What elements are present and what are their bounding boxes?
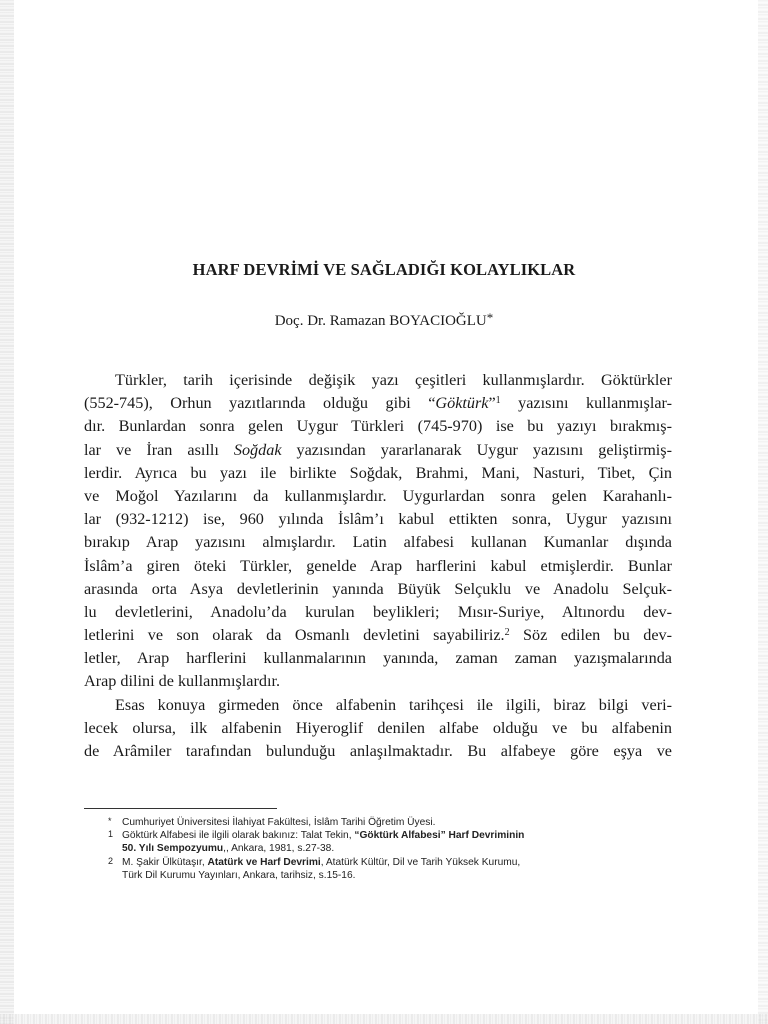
p1-line bbox=[84, 624, 672, 647]
footnote-mark: * bbox=[108, 816, 112, 826]
scan-edge-left bbox=[0, 0, 14, 1024]
p1-line: bırakıp Arap yazısını almışlardır. Latin alfabesi kullanan Kumanlar dışında bbox=[84, 533, 672, 552]
p2-line: lecek olursa, ilk alfabenin Hiyeroglif denilen alfabe olduğu ve bu alfabenin bbox=[84, 718, 672, 737]
p1-line bbox=[84, 439, 672, 462]
footnote-ref: 1 bbox=[495, 395, 501, 407]
p2-line: Esas konuya girmeden önce alfabenin tarihçesi ile ilgili, biraz bilgi veri- bbox=[115, 695, 672, 714]
footnote bbox=[108, 856, 668, 882]
text-run: , Atatürk Kültür, Dil ve Tarih Yüksek Kurumu, bbox=[320, 856, 521, 868]
footnote bbox=[108, 816, 668, 829]
p2-line: de Arâmiler tarafından bulunduğu anlaşılmaktadır. Bu alfabeye göre eşya ve bbox=[84, 742, 672, 760]
text-run: ” bbox=[488, 394, 496, 413]
p1-line: lu devletlerini, Anadolu’da kurulan beylikleri; Mısır-Suriye, Altınordu dev- bbox=[84, 602, 672, 621]
text-run: (552-745), Orhun yazıtlarında olduğu gibi “ bbox=[84, 394, 436, 413]
p1-line: lerdir. Ayrıca bu yazı ile birlikte Soğdak, Brahmi, Mani, Nasturi, Tibet, Çin bbox=[84, 463, 672, 482]
footnote-text: Türk Dil Kurumu Yayınları, Ankara, tarihsiz, s.15-16. bbox=[122, 869, 356, 881]
text-run: letlerini ve son olarak da Osmanlı devletini sayabiliriz. bbox=[84, 626, 505, 645]
p1-line: dır. Bunlardan sonra gelen Uygur Türkleri (745-970) ise bu yazıyı bırakmış- bbox=[84, 417, 672, 436]
footnote-text: Cumhuriyet Üniversitesi İlahiyat Fakültesi, İslâm Tarihi Öğretim Üyesi. bbox=[122, 817, 436, 828]
p1-line: Arap dilini de kullanmışlardır. bbox=[84, 672, 281, 691]
author-name: Doç. Dr. Ramazan BOYACIOĞLU bbox=[274, 313, 487, 329]
bold-run: “Göktürk Alfabesi” Harf Devriminin bbox=[354, 830, 525, 842]
text-run: Söz edilen bu dev- bbox=[509, 626, 672, 645]
bold-run: 50. Yılı Sempozyumu bbox=[122, 843, 224, 855]
text-run: lar ve İran asıllı bbox=[84, 440, 234, 459]
footnote-ref: 2 bbox=[504, 627, 510, 639]
text-run: Göktürk Alfabesi ile ilgili olarak bakınız: Talat Tekin, bbox=[122, 830, 355, 842]
footnote-text bbox=[122, 829, 668, 842]
article-title: HARF DEVRİMİ VE SAĞLADIĞI KOLAYLIKLAR bbox=[192, 260, 576, 279]
scan-edge-right bbox=[758, 0, 768, 1024]
article-body bbox=[84, 369, 672, 763]
p1-line: arasında orta Asya devletlerinin yanında Büyük Selçuklu ve Anadolu Selçuk- bbox=[84, 579, 672, 598]
p1-line: Türkler, tarih içerisinde değişik yazı çeşitleri kullanmışlardır. Göktürkler bbox=[115, 371, 672, 389]
footnote-divider bbox=[84, 808, 277, 809]
author-footnote-mark: * bbox=[486, 310, 494, 325]
text-run: M. Şakir Ülkütaşır, bbox=[122, 856, 208, 868]
footnote-mark: 2 bbox=[108, 855, 114, 866]
p1-line: lar (932-1212) ise, 960 yılında İslâm’ı kabul ettikten sonra, Uygur yazısını bbox=[84, 510, 672, 529]
p1-line bbox=[84, 392, 672, 415]
footnotes bbox=[108, 816, 668, 882]
p1-line: ve Moğol Yazılarını da kullanmışlardır. Uygurlardan sonra gelen Karahanlı- bbox=[84, 486, 672, 505]
author-line bbox=[0, 310, 768, 330]
text-run: yazısını kullanmışlar- bbox=[500, 394, 672, 413]
text-run: ,, Ankara, 1981, s.27-38. bbox=[223, 843, 335, 855]
scan-edge-bottom bbox=[0, 1014, 768, 1024]
text-run: yazısından yararlanarak Uygur yazısını geliştirmiş- bbox=[281, 440, 672, 459]
bold-run: Atatürk ve Harf Devrimi bbox=[207, 856, 321, 868]
footnote bbox=[108, 829, 668, 855]
footnote-text bbox=[122, 856, 668, 869]
p1-line: letler, Arap harflerini kullanmalarının yanında, zaman zaman yazışmalarında bbox=[84, 649, 672, 668]
italic-term: Soğdak bbox=[233, 440, 282, 459]
italic-term: Göktürk bbox=[435, 394, 489, 413]
p1-line: İslâm’a giren öteki Türkler, genelde Arap harflerini kabul etmişlerdir. Bunlar bbox=[84, 556, 672, 575]
footnote-mark: 1 bbox=[108, 829, 114, 840]
footnote-text bbox=[122, 842, 668, 855]
